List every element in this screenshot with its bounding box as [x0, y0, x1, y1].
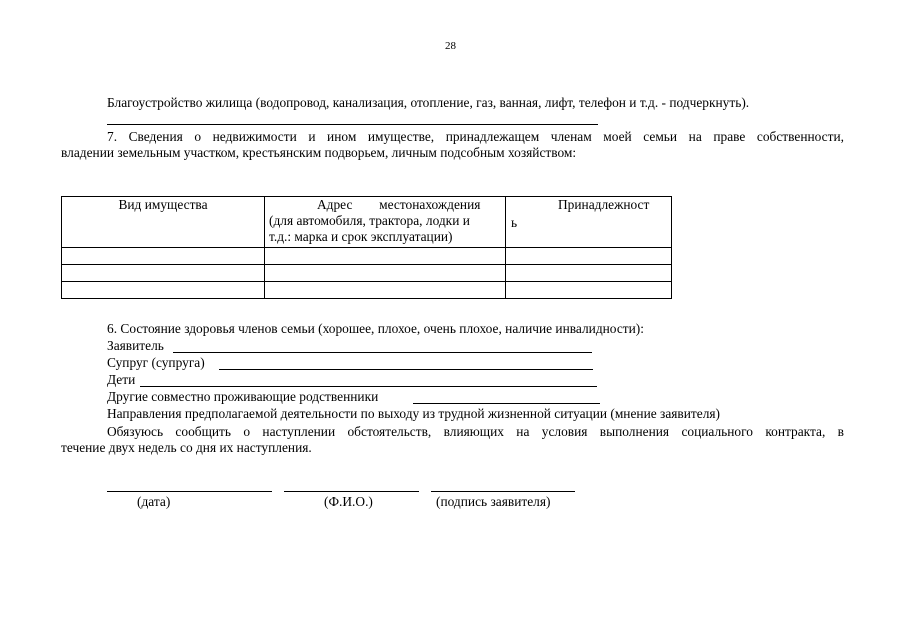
improvements-underline [107, 124, 598, 125]
table-row [62, 248, 672, 265]
header-address-line2: (для автомобиля, трактора, лодки и [269, 213, 470, 228]
children-field[interactable] [140, 386, 597, 387]
table-cell[interactable] [62, 265, 265, 282]
table-header-row [62, 197, 672, 248]
header-address-line1: Адрес местонахождения [317, 197, 481, 212]
header-ownership-line2: ь [511, 215, 518, 230]
spouse-label: Супруг (супруга) [107, 355, 205, 370]
relatives-field[interactable] [413, 403, 600, 404]
fio-signature-line[interactable] [284, 491, 419, 492]
spouse-field[interactable] [219, 369, 593, 370]
applicant-signature-line[interactable] [431, 491, 575, 492]
directions-line: Направления предполагаемой деятельности по выходу из трудной жизненной ситуации (мнение заявителя) [107, 406, 721, 421]
fio-caption: (Ф.И.О.) [324, 494, 373, 509]
table-cell[interactable] [62, 282, 265, 299]
table-cell[interactable] [506, 248, 672, 265]
applicant-label: Заявитель [107, 338, 164, 353]
table-cell[interactable] [506, 265, 672, 282]
header-address [265, 197, 506, 248]
page-number: 28 [445, 40, 456, 52]
pledge-line1: Обязуюсь сообщить о наступлении обстоятельств, влияющих на условия выполнения социального контракта, в [107, 424, 844, 439]
header-ownership [506, 197, 672, 248]
section6-title: 6. Состояние здоровья членов семьи (хорошее, плохое, очень плохое, наличие инвалидности): [107, 321, 644, 336]
table-row [62, 282, 672, 299]
section7-line1: 7. Сведения о недвижимости и ином имуществе, принадлежащем членам моей семьи на праве собственности, [107, 129, 844, 144]
housing-improvements-line: Благоустройство жилища (водопровод, канализация, отопление, газ, ванная, лифт, телефон и т.д. - подчеркнуть). [107, 95, 750, 110]
table-row [62, 265, 672, 282]
signature-caption: (подпись заявителя) [436, 494, 551, 509]
property-table [61, 196, 672, 299]
table-cell[interactable] [62, 248, 265, 265]
date-signature-line[interactable] [107, 491, 272, 492]
date-caption: (дата) [137, 494, 171, 509]
header-address-line3: т.д.: марка и срок эксплуатации) [269, 229, 453, 244]
children-label: Дети [107, 372, 136, 387]
relatives-label: Другие совместно проживающие родственники [107, 389, 379, 404]
table-cell[interactable] [265, 282, 506, 299]
section7-line2: владении земельным участком, крестьянским подворьем, личным подсобным хозяйством: [61, 145, 577, 160]
pledge-line2: течение двух недель со дня их наступления. [61, 440, 312, 455]
header-ownership-line1: Принадлежност [558, 197, 650, 212]
table-cell[interactable] [265, 248, 506, 265]
applicant-field[interactable] [173, 352, 592, 353]
table-cell[interactable] [506, 282, 672, 299]
table-cell[interactable] [265, 265, 506, 282]
header-property-type: Вид имущества [62, 197, 265, 248]
